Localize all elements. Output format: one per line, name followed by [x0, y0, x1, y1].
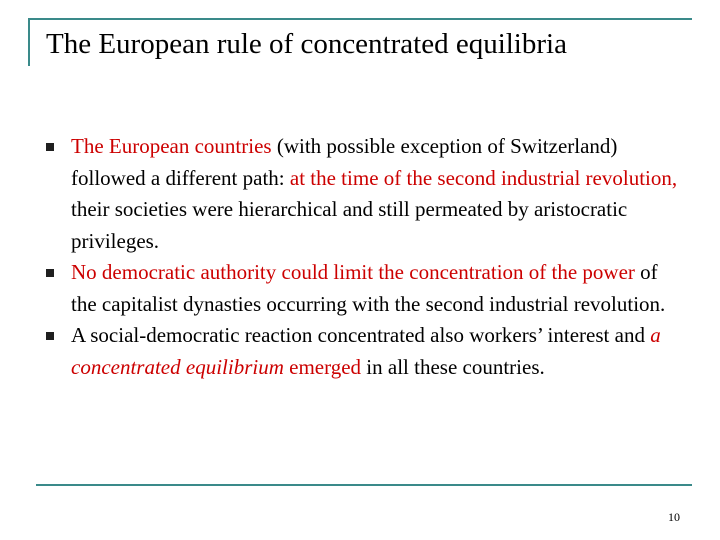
highlight-text: emerged: [283, 354, 362, 379]
body-text: their societies were hierarchical and still permeated by aristocratic privileges.: [71, 197, 628, 253]
title-top-rule: [28, 18, 692, 20]
body-text: (with possible exception of Switzerland) followed a different path:: [71, 134, 618, 190]
square-bullet-icon: [46, 143, 54, 151]
bullet-list: [46, 131, 686, 383]
highlight-italic-text: a concentrated equilibrium: [71, 323, 661, 379]
bullet-item-1: [46, 131, 686, 257]
body-text: of the capitalist dynasties occurring with the second industrial revolution.: [71, 260, 666, 316]
highlight-text: at the time of the second industrial revolution,: [289, 165, 678, 190]
square-bullet-icon: [46, 269, 54, 277]
body-text: A social-democratic reaction concentrated also workers’ interest and: [71, 323, 651, 347]
bullet-item-2: [46, 257, 686, 320]
slide-title: The European rule of concentrated equilibria: [46, 28, 567, 60]
highlight-text: The European countries: [71, 134, 272, 158]
page-number: 10: [668, 510, 680, 524]
square-bullet-icon: [46, 332, 54, 340]
bullet-text: [71, 323, 661, 379]
bullet-item-3: [46, 320, 686, 383]
bullet-text: [71, 260, 665, 316]
bullet-text: [71, 134, 677, 253]
highlight-text: No democratic authority could limit the concentration of the power: [71, 260, 635, 284]
footer-rule: [36, 484, 692, 486]
body-text: in all these countries.: [361, 354, 545, 379]
title-left-rule: [28, 18, 30, 66]
